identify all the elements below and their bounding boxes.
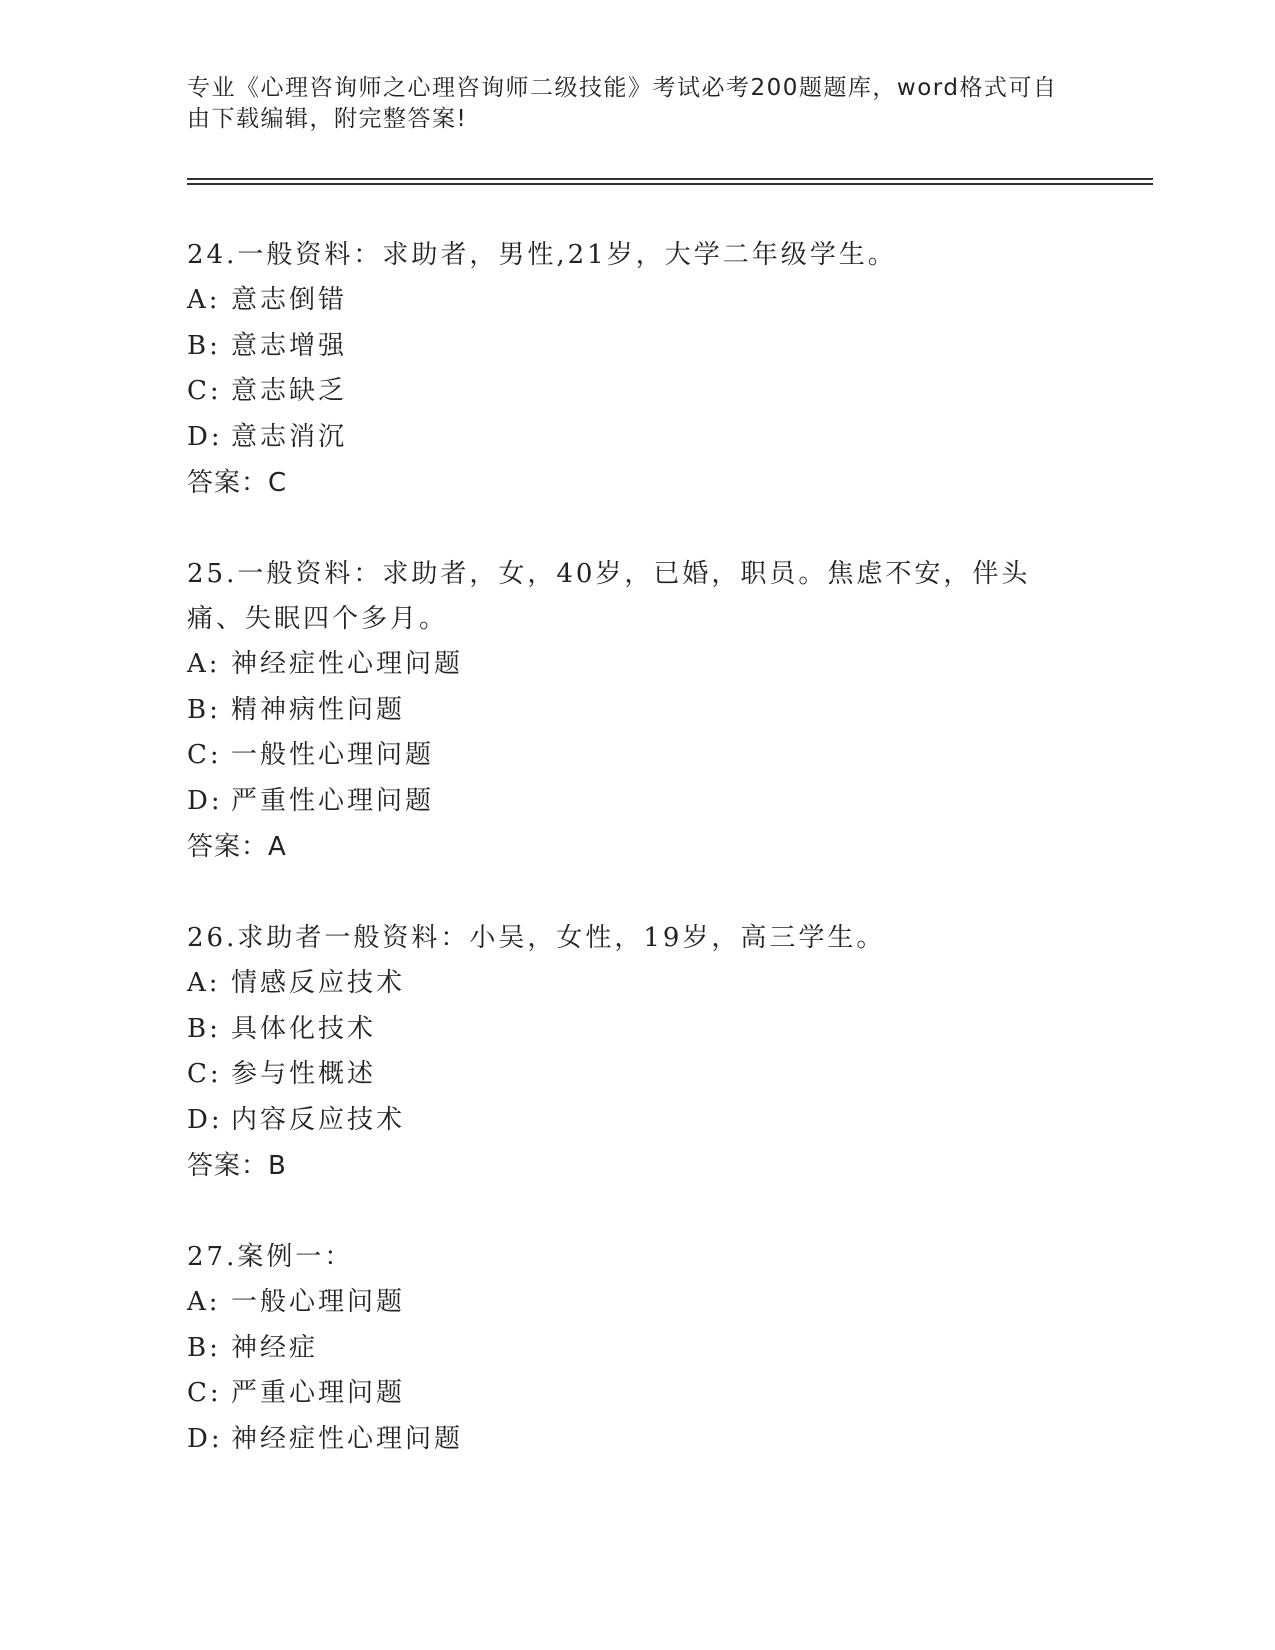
header-rule-top: [187, 178, 1153, 180]
answer-line: 答案：A: [187, 832, 287, 862]
option-letter: B:: [187, 330, 221, 361]
option-a: [187, 1280, 1087, 1326]
option-c: [187, 1371, 1087, 1417]
option-d: [187, 1098, 1087, 1144]
option-text: 神经症性心理问题: [231, 1423, 464, 1454]
option-letter: A:: [187, 968, 221, 998]
option-d: [187, 779, 1087, 825]
option-letter: C:: [187, 740, 222, 770]
option-text: 参与性概述: [231, 1059, 377, 1089]
option-letter: A:: [187, 649, 221, 679]
question-25: [187, 552, 1087, 870]
option-text: 意志倒错: [231, 285, 348, 315]
option-a: [187, 278, 1087, 324]
option-a: [187, 961, 1087, 1007]
option-d: [187, 1417, 1087, 1463]
option-text: 神经症性心理问题: [231, 649, 464, 679]
answer-line: 答案：B: [187, 1151, 287, 1181]
option-text: 严重性心理问题: [231, 785, 435, 816]
option-text: 一般性心理问题: [231, 740, 435, 770]
option-letter: A:: [187, 1287, 221, 1317]
option-text: 精神病性问题: [231, 694, 406, 725]
option-text: 严重心理问题: [231, 1378, 406, 1408]
option-letter: B:: [187, 694, 221, 725]
answer-line: 答案：C: [187, 468, 288, 498]
option-letter: B:: [187, 1013, 221, 1044]
document-header-note: 专业《心理咨询师之心理咨询师二级技能》考试必考200题题库，word格式可自由下载编辑，附完整答案!: [187, 75, 1058, 132]
option-letter: D:: [187, 785, 223, 816]
option-text: 意志消沉: [231, 421, 348, 452]
option-b: [187, 1326, 1087, 1372]
option-letter: D:: [187, 421, 223, 452]
option-letter: C:: [187, 376, 222, 406]
option-text: 一般心理问题: [231, 1287, 406, 1317]
option-letter: A:: [187, 285, 221, 315]
option-c: [187, 1052, 1087, 1098]
option-d: [187, 415, 1087, 461]
question-stem: 24.一般资料：求助者，男性,21岁，大学二年级学生。: [187, 240, 897, 270]
option-b: [187, 324, 1087, 370]
question-27: [187, 1235, 1087, 1462]
option-letter: C:: [187, 1378, 222, 1408]
option-text: 情感反应技术: [231, 968, 406, 998]
option-letter: C:: [187, 1059, 222, 1089]
question-stem: 25.一般资料：求助者，女，40岁，已婚，职员。焦虑不安，伴头痛、失眠四个多月。: [187, 559, 1031, 634]
option-text: 具体化技术: [231, 1013, 377, 1044]
option-b: [187, 1007, 1087, 1053]
option-a: [187, 642, 1087, 688]
option-c: [187, 733, 1087, 779]
option-text: 意志增强: [231, 330, 348, 361]
option-letter: D:: [187, 1104, 223, 1135]
header-rule-bottom: [187, 183, 1153, 185]
option-text: 内容反应技术: [231, 1104, 406, 1135]
question-list: [187, 233, 1087, 1508]
option-text: 意志缺乏: [231, 376, 348, 406]
question-stem: 26.求助者一般资料：小吴，女性，19岁，高三学生。: [187, 923, 886, 953]
option-letter: D:: [187, 1423, 223, 1454]
question-24: [187, 233, 1087, 506]
question-stem: 27.案例一：: [187, 1242, 354, 1272]
option-letter: B:: [187, 1332, 221, 1363]
option-c: [187, 369, 1087, 415]
option-text: 神经症: [231, 1332, 319, 1363]
option-b: [187, 688, 1087, 734]
question-26: [187, 916, 1087, 1189]
